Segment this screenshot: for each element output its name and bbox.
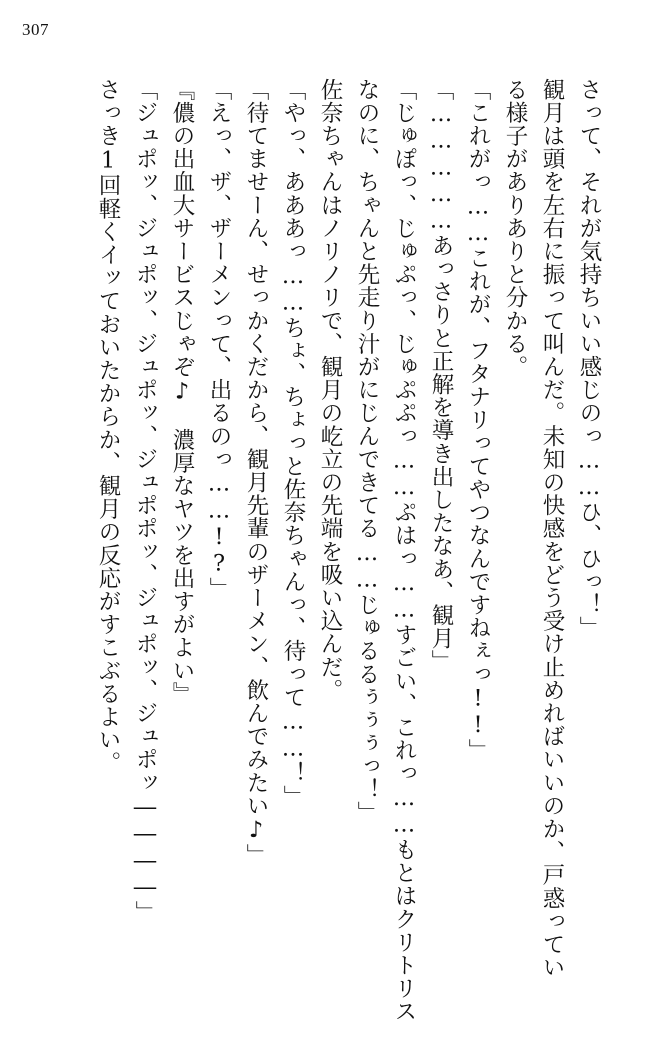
- text-line: 『儂の出血大サービスじゃぞ♪ 濃厚なヤツを出すがよい』: [169, 78, 195, 706]
- text-line: なのに、ちゃんと先走り汁がにじんできてる……じゅるるぅぅぅっ！」: [354, 78, 380, 825]
- text-line: さっき1回軽くイッておいたからか、観月の反応がすこぶるよい。: [95, 78, 121, 775]
- text-line: 「やっ、あああっ……ちょ、ちょっと佐奈ちゃんっ、待って……！」: [280, 78, 306, 809]
- text-line: 観月は頭を左右に振って叫んだ。未知の快感をどう受け止めればいいのか、戸惑ってい: [539, 78, 565, 979]
- text-line: 「えっ、ザ、ザーメンって、出るのっ……!?」: [206, 78, 232, 601]
- vertical-text-block: [94, 78, 603, 1023]
- text-line: 「待てませーん、せっかくだから、観月先輩のザーメン、飲んでみたい♪」: [243, 78, 269, 867]
- text-line: 「じゅぽっ、じゅぷっ、じゅぷぷっ……ぷはっ……すごい、これっ……もとはクリトリス: [391, 78, 417, 1023]
- text-line: さって、それが気持ちいい感じのっ……ひ、ひっ！」: [576, 78, 602, 640]
- text-line: 「ジュポッ、ジュポッ、ジュポッ、ジュポポッ、ジュポッ、ジュポッ――――」: [132, 78, 158, 924]
- text-line: 「……………あっさりと正解を導き出したなあ、観月」: [428, 78, 454, 673]
- text-line: る様子がありありと分かる。: [502, 78, 528, 379]
- text-line: 「これがっ……これが、フタナリってやつなんですねぇっ!!」: [465, 78, 491, 762]
- text-line: 佐奈ちゃんはノリノリで、観月の屹立の先端を吸い込んだ。: [317, 78, 343, 702]
- page-number: 307: [22, 20, 49, 39]
